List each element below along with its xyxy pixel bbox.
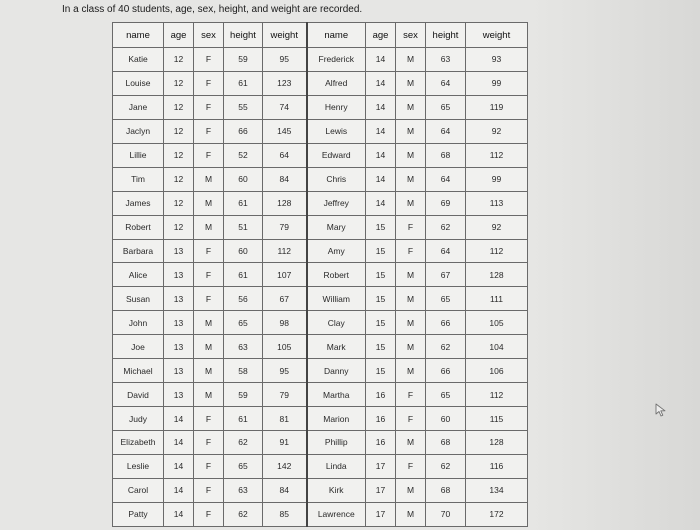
cell-age-right: 15 — [366, 335, 396, 359]
cell-height-right: 60 — [426, 407, 466, 431]
cell-height-right: 68 — [426, 143, 466, 167]
cell-sex-right: M — [396, 335, 426, 359]
cell-height-left: 60 — [224, 167, 263, 191]
cell-weight-right: 99 — [466, 71, 528, 95]
cell-height-left: 56 — [224, 287, 263, 311]
cell-age-left: 12 — [164, 48, 194, 72]
cell-age-left: 12 — [164, 119, 194, 143]
cell-weight-left: 123 — [263, 71, 307, 95]
cell-height-right: 65 — [426, 287, 466, 311]
table-row — [113, 359, 528, 383]
cell-weight-right: 99 — [466, 167, 528, 191]
cell-height-left: 60 — [224, 239, 263, 263]
cell-age-left: 12 — [164, 215, 194, 239]
cell-age-right: 14 — [366, 191, 396, 215]
cell-age-left: 13 — [164, 239, 194, 263]
cell-age-left: 13 — [164, 287, 194, 311]
cell-weight-left: 142 — [263, 454, 307, 478]
cell-weight-right: 92 — [466, 119, 528, 143]
cell-name-right: William — [307, 287, 366, 311]
cell-weight-right: 112 — [466, 383, 528, 407]
cell-name-left: Robert — [113, 215, 164, 239]
cell-weight-left: 91 — [263, 431, 307, 455]
cell-weight-right: 113 — [466, 191, 528, 215]
cell-name-left: Barbara — [113, 239, 164, 263]
cell-sex-right: M — [396, 431, 426, 455]
cell-age-right: 15 — [366, 263, 396, 287]
cell-age-right: 14 — [366, 167, 396, 191]
cell-name-right: Lewis — [307, 119, 366, 143]
cell-age-left: 13 — [164, 359, 194, 383]
table-row — [113, 502, 528, 526]
cell-name-left: Jane — [113, 95, 164, 119]
cell-age-right: 17 — [366, 454, 396, 478]
cell-height-right: 69 — [426, 191, 466, 215]
cell-height-left: 59 — [224, 383, 263, 407]
cell-sex-right: F — [396, 407, 426, 431]
cell-name-left: Susan — [113, 287, 164, 311]
cell-weight-right: 134 — [466, 478, 528, 502]
cell-height-left: 59 — [224, 48, 263, 72]
cell-sex-right: M — [396, 71, 426, 95]
cell-weight-left: 74 — [263, 95, 307, 119]
cell-name-right: Robert — [307, 263, 366, 287]
cell-age-right: 14 — [366, 119, 396, 143]
cell-weight-right: 112 — [466, 143, 528, 167]
cell-age-right: 14 — [366, 143, 396, 167]
cell-name-right: Kirk — [307, 478, 366, 502]
cell-weight-left: 128 — [263, 191, 307, 215]
cell-sex-left: M — [194, 359, 224, 383]
cell-weight-right: 128 — [466, 263, 528, 287]
cell-height-left: 65 — [224, 311, 263, 335]
table-row — [113, 239, 528, 263]
column-header-weight-right: weight — [466, 23, 528, 48]
cell-sex-left: F — [194, 71, 224, 95]
cell-sex-right: M — [396, 502, 426, 526]
column-header-weight-left: weight — [263, 23, 307, 48]
cell-height-right: 63 — [426, 48, 466, 72]
cell-weight-left: 79 — [263, 383, 307, 407]
cell-sex-left: M — [194, 215, 224, 239]
cell-age-left: 14 — [164, 478, 194, 502]
cell-height-right: 66 — [426, 311, 466, 335]
cell-sex-right: M — [396, 263, 426, 287]
cell-age-left: 13 — [164, 311, 194, 335]
column-header-name-right: name — [307, 23, 366, 48]
cell-sex-right: F — [396, 239, 426, 263]
cell-name-left: Patty — [113, 502, 164, 526]
cell-name-left: Tim — [113, 167, 164, 191]
cell-height-left: 66 — [224, 119, 263, 143]
cell-sex-left: F — [194, 287, 224, 311]
cell-height-left: 51 — [224, 215, 263, 239]
cell-name-left: Lillie — [113, 143, 164, 167]
cell-sex-left: F — [194, 95, 224, 119]
cell-weight-left: 84 — [263, 478, 307, 502]
table-row — [113, 478, 528, 502]
cell-name-right: Clay — [307, 311, 366, 335]
cell-name-right: Alfred — [307, 71, 366, 95]
cell-height-right: 62 — [426, 215, 466, 239]
cell-age-left: 14 — [164, 407, 194, 431]
cell-sex-right: M — [396, 478, 426, 502]
cell-height-left: 63 — [224, 335, 263, 359]
cell-sex-left: F — [194, 407, 224, 431]
cell-name-left: Jaclyn — [113, 119, 164, 143]
cell-name-right: Marion — [307, 407, 366, 431]
cell-weight-right: 111 — [466, 287, 528, 311]
cell-name-right: Phillip — [307, 431, 366, 455]
cell-age-right: 15 — [366, 215, 396, 239]
cell-weight-left: 95 — [263, 359, 307, 383]
table-row — [113, 335, 528, 359]
table-row — [113, 287, 528, 311]
cell-sex-left: M — [194, 191, 224, 215]
cell-height-right: 68 — [426, 478, 466, 502]
cell-age-right: 17 — [366, 478, 396, 502]
cell-sex-right: M — [396, 119, 426, 143]
lighting-shade — [530, 0, 700, 530]
student-table-container — [112, 22, 527, 527]
cell-sex-right: M — [396, 167, 426, 191]
table-row — [113, 383, 528, 407]
cell-height-right: 65 — [426, 95, 466, 119]
cell-weight-left: 107 — [263, 263, 307, 287]
cell-height-left: 58 — [224, 359, 263, 383]
cell-age-left: 12 — [164, 191, 194, 215]
cell-height-left: 63 — [224, 478, 263, 502]
cell-name-right: Jeffrey — [307, 191, 366, 215]
column-header-sex-right: sex — [396, 23, 426, 48]
cell-name-right: Linda — [307, 454, 366, 478]
cell-height-right: 64 — [426, 71, 466, 95]
cell-name-left: Elizabeth — [113, 431, 164, 455]
cell-weight-right: 92 — [466, 215, 528, 239]
cell-name-left: Judy — [113, 407, 164, 431]
cell-weight-right: 172 — [466, 502, 528, 526]
cell-sex-right: M — [396, 191, 426, 215]
cell-age-right: 14 — [366, 95, 396, 119]
cell-sex-left: F — [194, 239, 224, 263]
cell-sex-left: F — [194, 454, 224, 478]
cell-sex-right: F — [396, 383, 426, 407]
table-row — [113, 263, 528, 287]
cell-height-right: 65 — [426, 383, 466, 407]
column-header-age-right: age — [366, 23, 396, 48]
table-row — [113, 191, 528, 215]
column-header-age-left: age — [164, 23, 194, 48]
cell-sex-left: M — [194, 311, 224, 335]
cell-height-right: 70 — [426, 502, 466, 526]
cell-sex-left: F — [194, 431, 224, 455]
cell-weight-left: 98 — [263, 311, 307, 335]
cell-height-right: 62 — [426, 335, 466, 359]
cell-name-right: Henry — [307, 95, 366, 119]
cell-weight-left: 145 — [263, 119, 307, 143]
cell-sex-right: M — [396, 311, 426, 335]
cell-sex-left: M — [194, 167, 224, 191]
cell-sex-left: F — [194, 502, 224, 526]
cell-weight-left: 67 — [263, 287, 307, 311]
cell-name-left: Alice — [113, 263, 164, 287]
cell-sex-left: M — [194, 383, 224, 407]
cell-sex-left: F — [194, 119, 224, 143]
cell-weight-right: 106 — [466, 359, 528, 383]
table-row — [113, 143, 528, 167]
cell-sex-left: F — [194, 143, 224, 167]
cell-weight-right: 105 — [466, 311, 528, 335]
column-header-name-left: name — [113, 23, 164, 48]
column-header-height-left: height — [224, 23, 263, 48]
cell-height-left: 61 — [224, 263, 263, 287]
cell-height-left: 61 — [224, 407, 263, 431]
cell-sex-right: M — [396, 48, 426, 72]
cell-weight-right: 112 — [466, 239, 528, 263]
cell-sex-right: M — [396, 287, 426, 311]
cell-name-right: Edward — [307, 143, 366, 167]
cell-name-right: Chris — [307, 167, 366, 191]
cell-age-left: 12 — [164, 95, 194, 119]
cell-name-left: Carol — [113, 478, 164, 502]
cell-weight-right: 93 — [466, 48, 528, 72]
mouse-pointer-icon — [655, 403, 667, 417]
cell-sex-right: F — [396, 454, 426, 478]
cell-age-left: 14 — [164, 502, 194, 526]
cell-age-left: 14 — [164, 431, 194, 455]
table-row — [113, 71, 528, 95]
cell-weight-left: 95 — [263, 48, 307, 72]
column-header-sex-left: sex — [194, 23, 224, 48]
table-header-row — [113, 23, 528, 48]
cell-name-right: Danny — [307, 359, 366, 383]
cell-height-left: 52 — [224, 143, 263, 167]
cell-age-left: 12 — [164, 143, 194, 167]
cell-age-left: 12 — [164, 71, 194, 95]
cell-height-right: 64 — [426, 119, 466, 143]
cell-name-left: David — [113, 383, 164, 407]
cell-sex-left: F — [194, 478, 224, 502]
cell-height-right: 62 — [426, 454, 466, 478]
cell-weight-left: 112 — [263, 239, 307, 263]
cell-height-left: 61 — [224, 71, 263, 95]
cell-name-left: James — [113, 191, 164, 215]
cell-weight-right: 128 — [466, 431, 528, 455]
cell-age-right: 16 — [366, 407, 396, 431]
cell-height-left: 61 — [224, 191, 263, 215]
cell-height-left: 65 — [224, 454, 263, 478]
cell-age-right: 15 — [366, 311, 396, 335]
table-row — [113, 431, 528, 455]
cell-weight-left: 64 — [263, 143, 307, 167]
cell-height-right: 64 — [426, 239, 466, 263]
table-row — [113, 95, 528, 119]
cell-height-left: 62 — [224, 502, 263, 526]
page-heading: In a class of 40 students, age, sex, height, and weight are recorded. — [62, 4, 363, 15]
cell-age-left: 12 — [164, 167, 194, 191]
cell-sex-right: M — [396, 95, 426, 119]
table-row — [113, 407, 528, 431]
column-header-height-right: height — [426, 23, 466, 48]
table-row — [113, 215, 528, 239]
cell-name-left: John — [113, 311, 164, 335]
cell-height-right: 66 — [426, 359, 466, 383]
student-data-table — [112, 22, 528, 527]
cell-sex-left: F — [194, 48, 224, 72]
cell-sex-right: M — [396, 143, 426, 167]
cell-age-right: 17 — [366, 502, 396, 526]
cell-weight-left: 85 — [263, 502, 307, 526]
cell-name-right: Mark — [307, 335, 366, 359]
cell-age-right: 14 — [366, 48, 396, 72]
cell-sex-right: F — [396, 215, 426, 239]
cell-name-right: Mary — [307, 215, 366, 239]
cell-name-left: Katie — [113, 48, 164, 72]
cell-age-right: 14 — [366, 71, 396, 95]
cell-age-right: 15 — [366, 287, 396, 311]
cell-height-right: 64 — [426, 167, 466, 191]
cell-age-left: 13 — [164, 263, 194, 287]
cell-age-right: 15 — [366, 239, 396, 263]
cell-height-right: 68 — [426, 431, 466, 455]
cell-age-left: 14 — [164, 454, 194, 478]
cell-height-left: 55 — [224, 95, 263, 119]
cell-name-right: Amy — [307, 239, 366, 263]
cell-sex-left: F — [194, 263, 224, 287]
cell-weight-left: 105 — [263, 335, 307, 359]
cell-name-right: Lawrence — [307, 502, 366, 526]
cell-weight-left: 79 — [263, 215, 307, 239]
cell-weight-left: 81 — [263, 407, 307, 431]
cell-weight-right: 119 — [466, 95, 528, 119]
cell-height-right: 67 — [426, 263, 466, 287]
cell-weight-right: 115 — [466, 407, 528, 431]
cell-name-right: Martha — [307, 383, 366, 407]
cell-age-left: 13 — [164, 383, 194, 407]
cell-weight-right: 104 — [466, 335, 528, 359]
table-row — [113, 167, 528, 191]
cell-name-right: Frederick — [307, 48, 366, 72]
table-row — [113, 311, 528, 335]
cell-name-left: Michael — [113, 359, 164, 383]
table-row — [113, 119, 528, 143]
cell-height-left: 62 — [224, 431, 263, 455]
cell-weight-right: 116 — [466, 454, 528, 478]
cell-sex-right: M — [396, 359, 426, 383]
table-row — [113, 454, 528, 478]
cell-age-right: 16 — [366, 431, 396, 455]
table-row — [113, 48, 528, 72]
cell-name-left: Leslie — [113, 454, 164, 478]
cell-name-left: Joe — [113, 335, 164, 359]
cell-age-left: 13 — [164, 335, 194, 359]
cell-weight-left: 84 — [263, 167, 307, 191]
cell-age-right: 15 — [366, 359, 396, 383]
cell-name-left: Louise — [113, 71, 164, 95]
cell-age-right: 16 — [366, 383, 396, 407]
cell-sex-left: M — [194, 335, 224, 359]
